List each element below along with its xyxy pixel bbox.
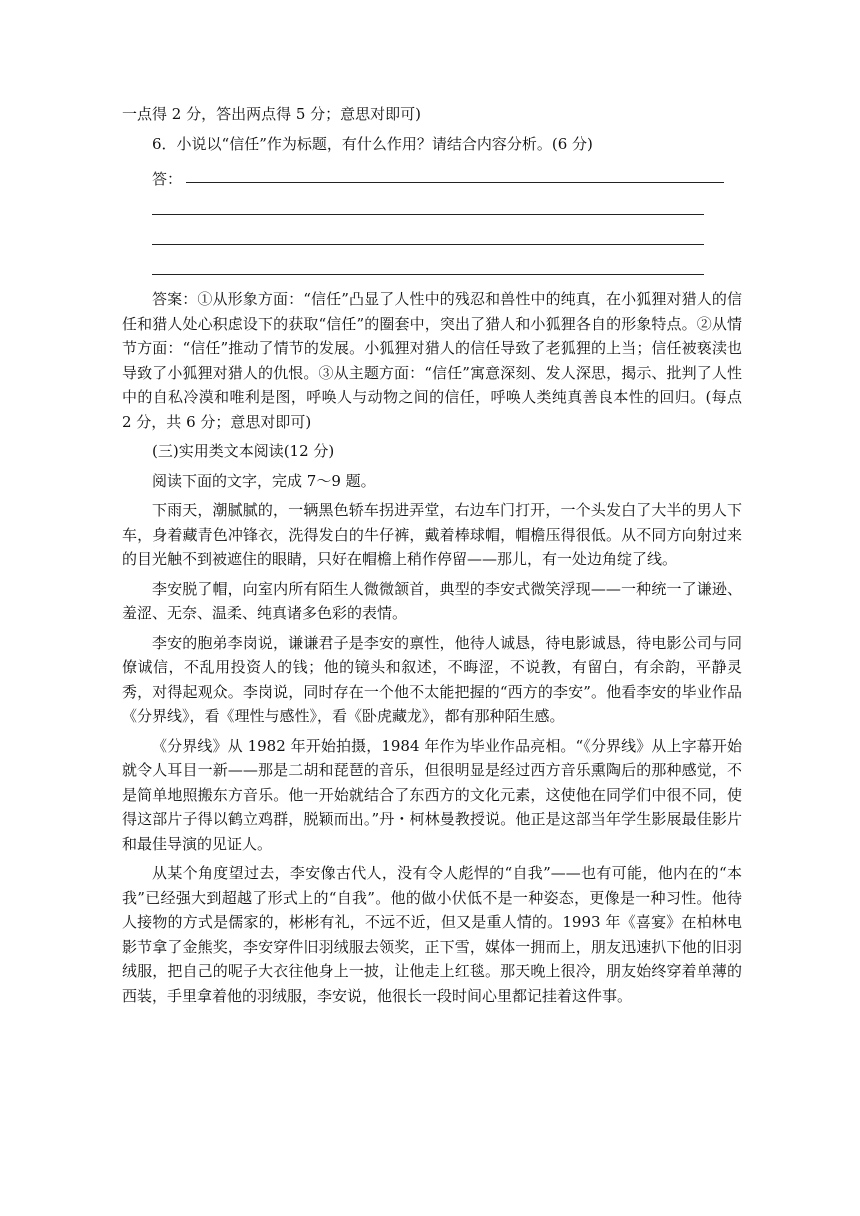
- answer-blank-first-row: [122, 161, 742, 189]
- answer-label: 答：: [152, 170, 183, 188]
- answer-key-paragraph: 答案：①从形象方面：“信任”凸显了人性中的残忍和兽性中的纯真，在小狐狸对猎人的信任和猎人处心积虑设下的获取“信任”的圈套中，突出了猎人和小狐狸各自的形象特点。②从情节方面：“信任”推动了情节的发展。小狐狸对猎人的信任导致了老狐狸的上当；信任被亵渎也导致了小狐狸对猎人的仇恨。③从主题方面：“信任”寓意深刻、发人深思，揭示、批判了人性中的自私冷漠和唯利是图，呼唤人与动物之间的信任，呼唤人类纯真善良本性的回归。(每点 2 分，共 6 分；意思对即可): [122, 290, 742, 431]
- answer-blank-line: [152, 213, 704, 215]
- answer-blank-line: [152, 243, 704, 245]
- passage-paragraph-4: 《分界线》从 1982 年开始拍摄，1984 年作为毕业作品亮相。“《分界线》从上字幕开始就令人耳目一新——那是二胡和琵琶的音乐，但很明显是经过西方音乐熏陶后的那种感觉，不是简单地照搬东方音乐。他一开始就结合了东西方的文化元素，这使他在同学们中很不同，使得这部片子得以鹤立鸡群，脱颖而出。”丹・柯林曼教授说。他正是这部当年学生影展最佳影片和最佳导演的见证人。: [122, 736, 742, 853]
- passage-paragraph-5: 从某个角度望过去，李安像古代人，没有令人彪悍的“自我”——也有可能，他内在的“本我”已经强大到超越了形式上的“自我”。他的做小伏低不是一种姿态，更像是一种习性。他待人接物的方式是儒家的，彬彬有礼，不远不近，但又是重人情的。1993 年《喜宴》在柏林电影节拿了金熊奖，李安穿件旧羽绒服去领奖，正下雪，媒体一拥而上，朋友迅速扒下他的旧羽绒服，把自己的呢子大衣往他身上一披，让他走上红毯。那天晚上很冷，朋友始终穿着单薄的西装，手里拿着他的羽绒服，李安说，他很长一段时间心里都记挂着这件事。: [122, 864, 742, 1005]
- answer-blank-line: [186, 181, 724, 183]
- document-page: [122, 102, 742, 1013]
- scoring-note: 一点得 2 分，答出两点得 5 分；意思对即可): [122, 105, 422, 123]
- passage-paragraph-3: 李安的胞弟李岗说，谦谦君子是李安的禀性，他待人诚恳，待电影诚恳，待电影公司与同僚诚信，不乱用投资人的钱；他的镜头和叙述，不晦涩，不说教，有留白，有余韵，平静灵秀，对得起观众。李岗说，同时存在一个他不太能把握的“西方的李安”。他看李安的毕业作品《分界线》，看《理性与感性》，看《卧虎藏龙》，都有那种陌生感。: [122, 633, 742, 725]
- answer-blank-row: [152, 249, 704, 279]
- answer-blank-line: [152, 273, 704, 275]
- passage-paragraph-1: 下雨天，潮腻腻的，一辆黑色轿车拐进弄堂，右边车门打开，一个头发白了大半的男人下车，身着藏青色冲锋衣，洗得发白的牛仔裤，戴着棒球帽，帽檐压得很低。从不同方向射过来的目光触不到被遮住的眼睛，只好在帽檐上稍作停留——那儿，有一处边角绽了线。: [122, 501, 742, 568]
- reading-instruction: 阅读下面的文字，完成 7～9 题。: [152, 471, 376, 490]
- passage-paragraph-2: 李安脱了帽，向室内所有陌生人微微颔首，典型的李安式微笑浮现——一种统一了谦逊、羞涩、无奈、温柔、纯真诸多色彩的表情。: [122, 579, 742, 622]
- answer-blank-row: [152, 219, 704, 249]
- section-title: (三)实用类文本阅读(12 分): [152, 442, 335, 460]
- answer-blank-row: [152, 189, 704, 219]
- question-6: 6．小说以“信任”作为标题，有什么作用？请结合内容分析。(6 分): [152, 134, 593, 153]
